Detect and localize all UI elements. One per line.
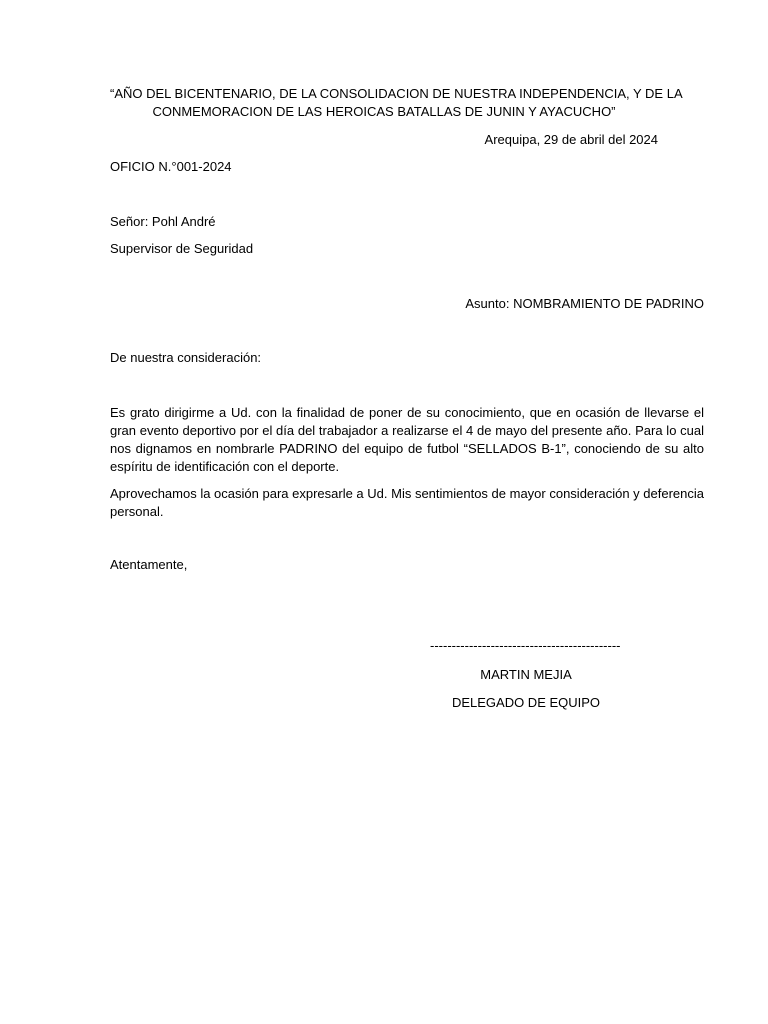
heading-line-2: CONMEMORACION DE LAS HEROICAS BATALLAS DE JUNIN Y AYACUCHO” [152,104,616,119]
closing: Atentamente, [110,557,188,572]
place-date: Arequipa, 29 de abril del 2024 [484,132,658,147]
body-paragraph-1: Es grato dirigirme a Ud. con la finalidad de poner de su conocimiento, que en ocasión de llevarse el gran evento deportivo por el día del trabajador a realizarse el 4 de mayo del presente año. Para lo cual nos dignamos en nombrarle PADRINO del equipo de futbol “SELLADOS B-1”, conociendo de su alto espíritu de identificación con el deporte. [110,405,704,474]
recipient-name: Señor: Pohl André [110,214,216,229]
office-reference: OFICIO N.°001-2024 [110,159,232,174]
heading-line-1: “AÑO DEL BICENTENARIO, DE LA CONSOLIDACION DE NUESTRA INDEPENDENCIA, Y DE LA [110,86,683,101]
salutation: De nuestra consideración: [110,350,262,365]
recipient-title: Supervisor de Seguridad [110,241,254,256]
signer-name: MARTIN MEJIA [480,667,572,682]
subject-line: Asunto: NOMBRAMIENTO DE PADRINO [465,296,704,311]
letter-heading [110,85,683,121]
signature-line: -------------------------------------------- [430,638,621,653]
signer-title: DELEGADO DE EQUIPO [451,695,601,710]
body-paragraph-2: Aprovechamos la ocasión para expresarle a Ud. Mis sentimientos de mayor consideración y deferencia personal. [110,486,704,519]
